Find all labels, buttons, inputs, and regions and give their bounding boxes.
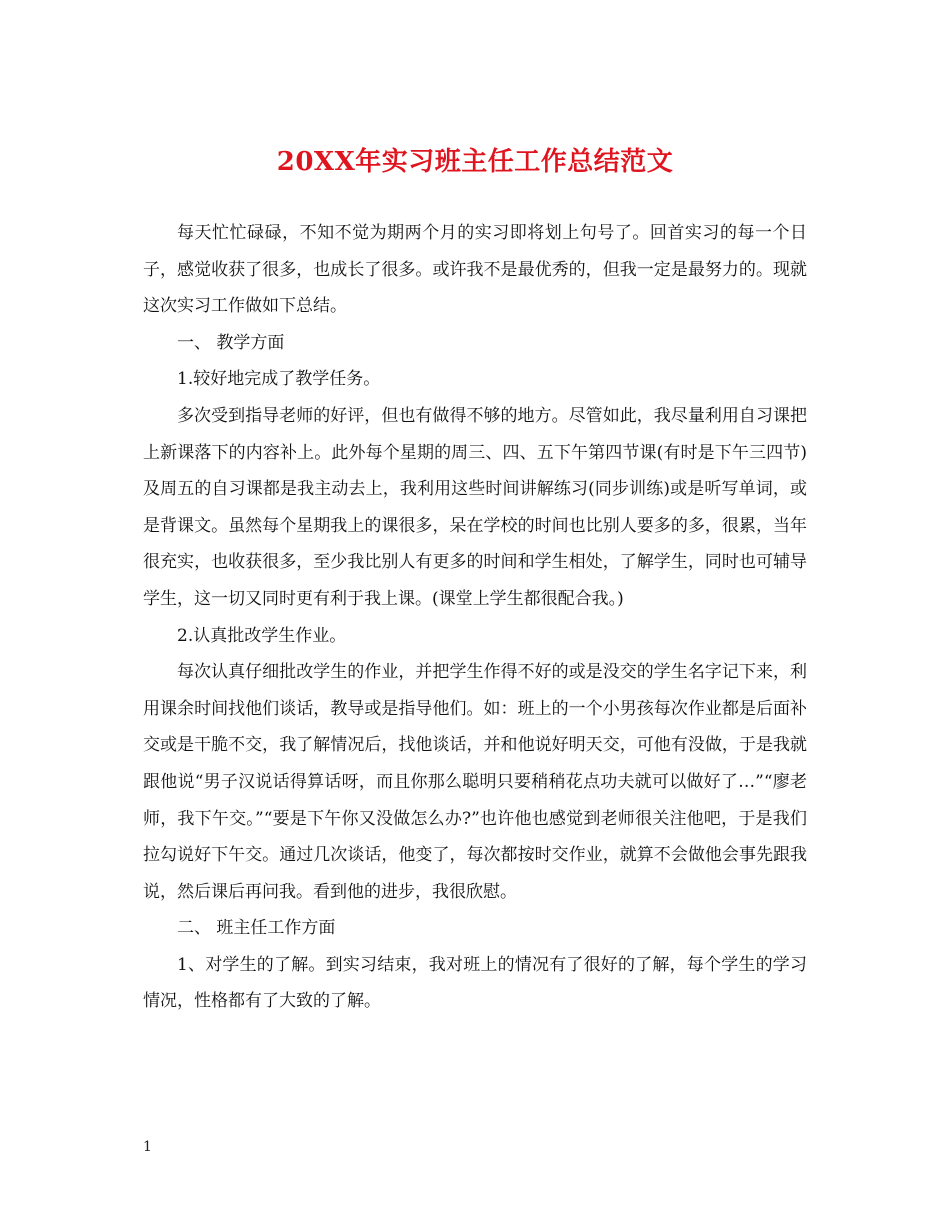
subheading-teaching-tasks: 1.较好地完成了教学任务。: [177, 369, 381, 390]
paragraph-student-understanding: 1、对学生的了解。到实习结束，我对班上的情况有了很好的了解，每个学生的学习情况，性格都有了大致的了解。: [143, 954, 807, 1012]
section-heading-class-teacher: 二、 班主任工作方面: [177, 918, 336, 939]
page-number: 1: [143, 1139, 152, 1155]
paragraph-teaching-details: 多次受到指导老师的好评，但也有做得不够的地方。尽管如此，我尽量利用自习课把上新课落下的内容补上。此外每个星期的周三、四、五下午第四节课(有时是下午三四节)及周五的自习课都是我主动去上，我利用这些时间讲解练习(同步训练)或是听写单词，或是背课文。虽然每个星期我上的课很多，呆在学校的时间也比别人要多的多，很累，当年很充实，也收获很多，至少我比别人有更多的时间和学生相处，了解学生，同时也可辅导学生，这一切又同时更有利于我上课。(课堂上学生都很配合我。): [143, 405, 807, 609]
paragraph-homework-details: 每次认真仔细批改学生的作业，并把学生作得不好的或是没交的学生名字记下来，利用课余时间找他们谈话，教导或是指导他们。如：班上的一个小男孩每次作业都是后面补交或是干脆不交，我了解情况后，找他谈话，并和他说好明天交，可他有没做，于是我就跟他说“男子汉说话得算话呀，而且你那么聪明只要稍稍花点功夫就可以做好了…”“廖老师，我下午交。”“要是下午你又没做怎么办?”也许他也感觉到老师很关注他吧，于是我们拉勾说好下午交。通过几次谈话，他变了，每次都按时交作业，就算不会做他会事先跟我说，然后课后再问我。看到他的进步，我很欣慰。: [143, 662, 807, 902]
paragraph-intro: 每天忙忙碌碌，不知不觉为期两个月的实习即将划上句号了。回首实习的每一个日子，感觉收获了很多，也成长了很多。或许我不是最优秀的，但我一定是最努力的。现就这次实习工作做如下总结。: [143, 223, 807, 317]
document-body: [143, 215, 807, 1020]
subheading-homework: 2.认真批改学生作业。: [177, 625, 347, 646]
document-title: 20XX年实习班主任工作总结范文: [276, 147, 674, 177]
section-heading-teaching: 一、 教学方面: [177, 332, 285, 353]
